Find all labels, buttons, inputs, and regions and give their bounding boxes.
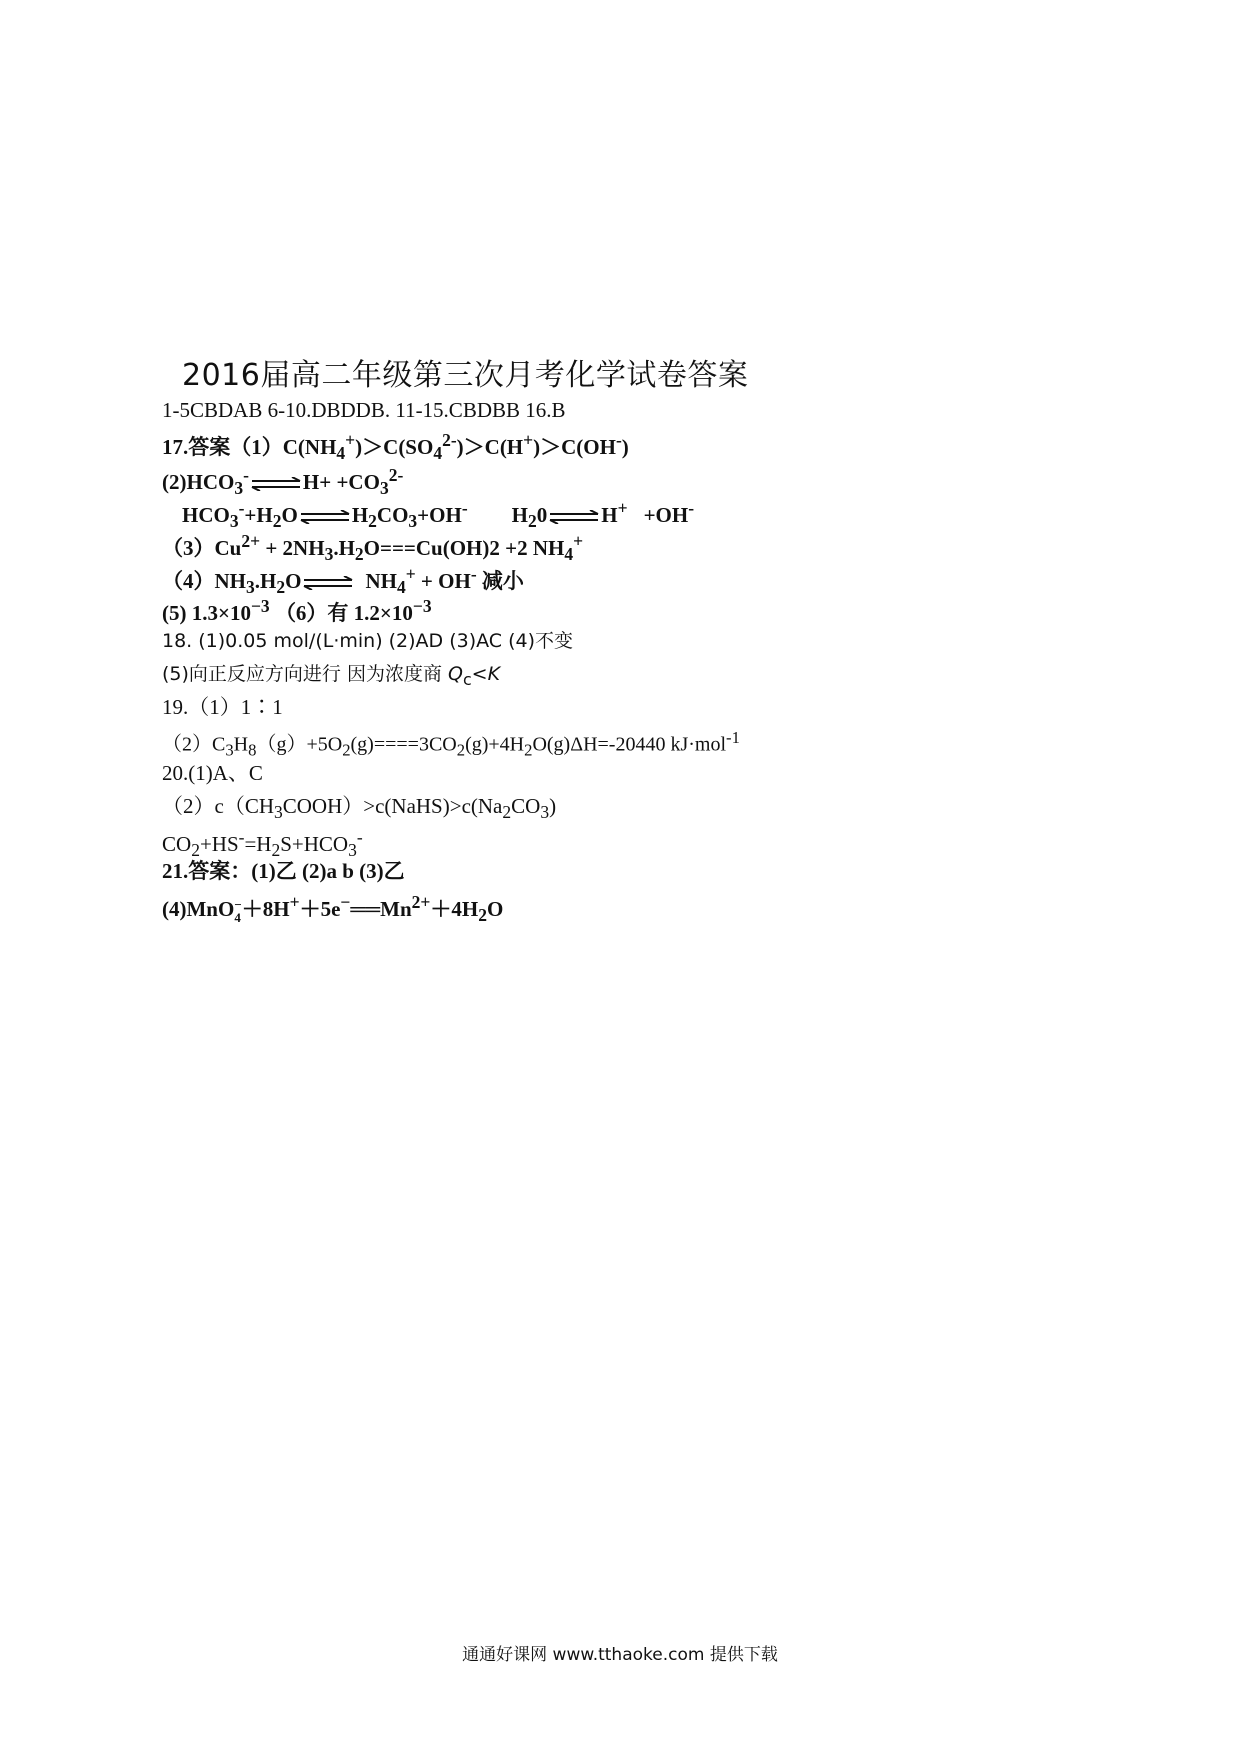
answer-line-17: 17.答案$(1)C(NH_4^+)>C(SO_4^{2-})>C(H^+)>C(OH^-)$ xyxy=(162,430,629,464)
answer-line-20-1: 20.(1)A、C xyxy=(162,761,263,785)
answer-line-19-2: $(2)C_3H_8(g)+5O_2(g)====3CO_2(g)+4H_2O(g)\Delta H=-20440$ kJ·mol$^{-1}$ xyxy=(162,728,740,760)
answer-line-19-1: 19.（1）1∶1 xyxy=(162,695,283,719)
equilibrium-arrow-icon xyxy=(548,510,600,524)
answer-line-17-2a: $(2)HCO_3^-$ $H+ +CO_3^{2-}$ xyxy=(162,465,404,499)
answer-line-18: 18. (1)0.05 mol/(L·min) (2)AD (3)AC (4)不变 xyxy=(162,630,574,652)
equilibrium-arrow-icon xyxy=(250,477,302,491)
answer-line-17-4: $(4)NH_3.H_2O$ $NH_4^+ + OH^-$ 减小 xyxy=(162,564,524,598)
equilibrium-arrow-icon xyxy=(302,576,354,590)
answer-line-18-5: (5)向正反应方向进行 因为浓度商 $Q_c<K$ xyxy=(162,663,501,689)
answer-line-17-3: $(3)Cu^{2+} + 2NH_3.H_2O===Cu(OH)2 +2$ $NH_4^+$ xyxy=(162,531,584,565)
answer-line-21-4: (4)MnO − 4 $+8H^++5e^-══Mn^{2+}+4H_2O$ xyxy=(162,892,504,926)
answer-line-17-2b: $HCO_3^-+H_2O$ $H_2CO_3+OH^-$ $H_20$ H+ +OH- xyxy=(182,498,695,532)
answer-line-21: 21.答案：(1)乙 (2)a b (3)乙 xyxy=(162,859,405,883)
document-title: 2016届高二年级第三次月考化学试卷答案 xyxy=(182,358,749,393)
answer-line-17-5-6: (5) $1.3\times 10^{-3}$ （6）有 $1.2\times 10^{-3}$ xyxy=(162,596,432,625)
footer-credit: 通通好课网 www.tthaoke.com 提供下载 xyxy=(462,1645,778,1665)
equilibrium-arrow-icon xyxy=(299,510,351,524)
answer-line-20-2: $(2)c(CH_3COOH)>c(NaHS)>c(Na_2CO_3)$ xyxy=(162,794,557,823)
answer-line-1: 1-5CBDAB 6-10.DBDDB. 11-15.CBDBB 16.B xyxy=(162,398,566,422)
answer-line-20-equation: $CO_2+HS^-=H_2S+HCO_3^-$ xyxy=(162,827,363,861)
